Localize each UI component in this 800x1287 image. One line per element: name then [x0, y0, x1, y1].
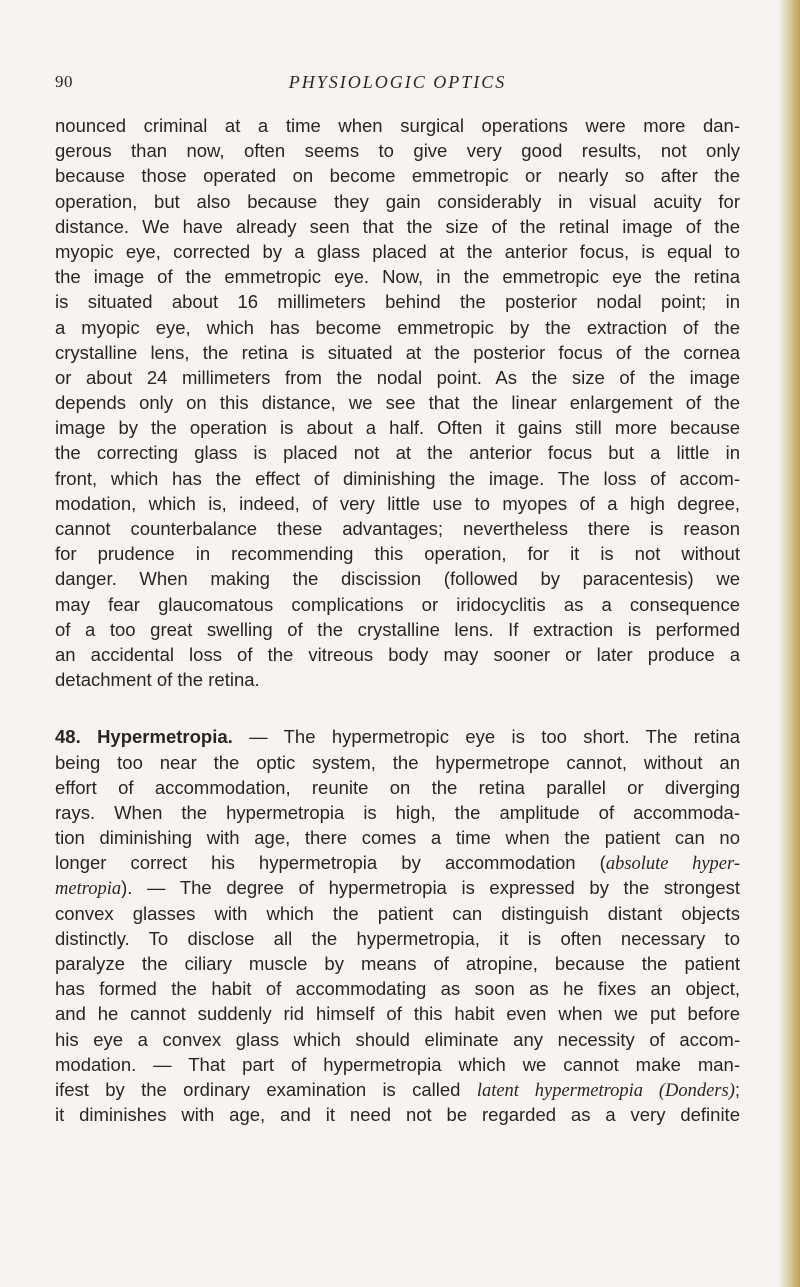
- text-line: of a too great swelling of the crystalline lens. If extraction is performed: [55, 618, 740, 640]
- text-line: gerous than now, often seems to give very good results, not only: [55, 140, 740, 162]
- text-line: effort of accommodation, reunite on the retina parallel or diverging: [55, 776, 740, 798]
- text-line: the image of the emmetropic eye. Now, in the emmetropic eye the retina: [55, 266, 740, 288]
- text-line: the correcting glass is placed not at the anterior focus but a little in: [55, 442, 740, 464]
- section-number: 48.: [55, 726, 81, 748]
- text-line: and he cannot suddenly rid himself of this habit even when we put before: [55, 1003, 740, 1025]
- text-line: may fear glaucomatous complications or iridocyclitis as a consequence: [55, 593, 740, 615]
- section-heading: Hypermetropia.: [97, 726, 233, 748]
- text-run: ifest by the ordinary examination is called: [55, 1078, 477, 1100]
- italic-term: metropia: [55, 879, 122, 900]
- text-line: [55, 724, 740, 749]
- text-run: ;: [734, 1078, 740, 1100]
- text-run: longer correct his hypermetropia by accommodation (: [55, 852, 606, 874]
- body-text: [55, 113, 740, 1127]
- text-line: paralyze the ciliary muscle by means of atropine, because the patient: [55, 953, 740, 974]
- text-line: cannot counterbalance these advantages; nevertheless there is reason: [55, 518, 740, 539]
- text-line: danger. When making the discission (followed by paracentesis) we: [55, 568, 740, 590]
- text-line: distinctly. To disclose all the hypermetropia, it is often necessary to: [55, 927, 740, 949]
- text-line: [55, 850, 740, 875]
- text-line: a myopic eye, which has become emmetropic by the extraction of the: [55, 316, 740, 338]
- italic-term: absolute hyper-: [605, 854, 741, 875]
- text-line: rays. When the hypermetropia is high, the amplitude of accommoda-: [55, 801, 740, 823]
- line-group: [55, 750, 740, 851]
- text-line: myopic eye, corrected by a glass placed at the anterior focus, is equal to: [55, 240, 740, 262]
- page-header: [55, 72, 740, 100]
- paragraph-gap: [55, 692, 740, 724]
- italic-term: latent hypermetropia (Donders): [476, 1080, 735, 1101]
- text-line: is situated about 16 millimeters behind the posterior nodal point; in: [55, 291, 740, 313]
- text-line: tion diminishing with age, there comes a time when the patient can no: [55, 827, 740, 849]
- text-line: operation, but also because they gain considerably in visual acuity for: [55, 190, 740, 212]
- text-line: modation. — That part of hypermetropia which we cannot make man-: [55, 1053, 740, 1075]
- page-edge-shadow: [778, 0, 800, 1287]
- paragraph-1: [55, 113, 740, 692]
- section-48: [55, 724, 740, 1127]
- text-line: because those operated on become emmetropic or nearly so after the: [55, 165, 740, 187]
- text-line: or about 24 millimeters from the nodal point. As the size of the image: [55, 366, 740, 388]
- running-title: PHYSIOLOGIC OPTICS: [288, 72, 507, 92]
- text-line: image by the operation is about a half. Often it gains still more because: [55, 417, 740, 439]
- text-line: depends only on this distance, we see that the linear enlargement of the: [55, 392, 740, 414]
- text-line: being too near the optic system, the hypermetrope cannot, without an: [55, 751, 740, 773]
- text-line: for prudence in recommending this operation, for it is not without: [55, 543, 740, 565]
- text-line: crystalline lens, the retina is situated at the posterior focus of the cornea: [55, 341, 740, 363]
- text-line: [55, 875, 740, 900]
- text-line: front, which has the effect of diminishing the image. The loss of accom-: [55, 467, 740, 489]
- text-line: has formed the habit of accommodating as soon as he fixes an object,: [55, 978, 740, 1000]
- text-line: [55, 1077, 740, 1102]
- text-run: ). — The degree of hypermetropia is expressed by the strongest: [121, 877, 740, 899]
- text-line: modation, which is, indeed, of very little use to myopes of a high degree,: [55, 492, 740, 514]
- text-line: his eye a convex glass which should eliminate any necessity of accom-: [55, 1028, 740, 1050]
- text-line: an accidental loss of the vitreous body may sooner or later produce a: [55, 643, 740, 665]
- text-line: it diminishes with age, and it need not be regarded as a very definite: [55, 1104, 740, 1126]
- text-line: detachment of the retina.: [55, 669, 260, 691]
- text-line: distance. We have already seen that the size of the retinal image of the: [55, 215, 740, 237]
- line-group: [55, 901, 740, 1077]
- text-line: nounced criminal at a time when surgical operations were more dan-: [55, 115, 740, 136]
- text-line: convex glasses with which the patient can distinguish distant objects: [55, 902, 740, 924]
- text-run: — The hypermetropic eye is too short. The retina: [232, 726, 741, 748]
- page-number: 90: [55, 72, 73, 91]
